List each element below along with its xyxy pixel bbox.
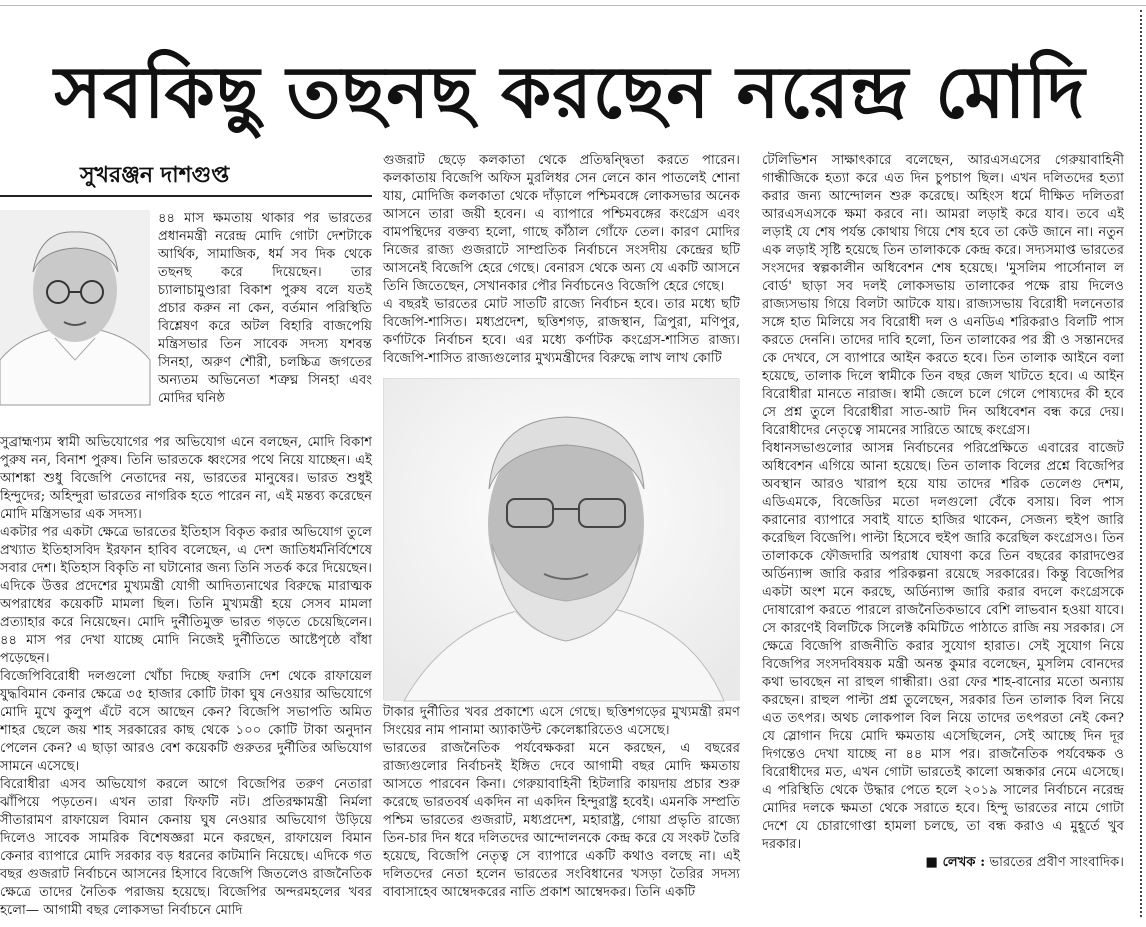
- paragraph: গুজরাট ছেড়ে কলকাতা থেকে প্রতিদ্বন্দ্বিতা করতে পারেন। কলকাতায় বিজেপি অফিস মুরলিধর সেন লেনে কান পাতলেই শোনা যায়, মোদিজি কলকাতা থেকে দাঁড়ালে পশ্চিমবঙ্গে লোকসভার অনেক আসনে তারা জয়ী হবেন। এ ব্যাপারে পশ্চিমবঙ্গের কংগ্রেস এবং বামপন্থিদের বক্তব্য হলো, গাছে কাঁঠাল গোঁফে তেল। কারণ মোদির নিজের রাজ্য গুজরাটে সাম্প্রতিক নির্বাচনে সংসদীয় কেন্দ্রের ছটি আসনেই বিজেপি হেরে গেছে। বেনারস থেকে অন্য যে একটি আসনে তিনি জিতেছেন, সেখানকার পৌর নির্বাচনেও বিজেপি হেরে গেছে।: [383, 153, 740, 294]
- paragraph: বিজেপিবিরোধী দলগুলো খোঁচা দিচ্ছে ফরাসি দেশ থেকে রাফায়েল যুদ্ধবিমান কেনার ক্ষেত্রে ৩৫ হাজার কোটি টাকা ঘুষ নেওয়ার অভিযোগে মোদি মুখে কুলুপ এঁটে বসে আছেন কেন? বিজেপি সভাপতি অমিত শাহর ছেলে জয় শাহ সরকারের কাছ থেকে ১০০ কোটি টাকা অনুদান পেলেন কেন? এ ছাড়া আরও বেশ কয়েকটি গুরুতর দুর্নীতির অভিযোগ সামনে এসেছে।: [0, 669, 372, 774]
- paragraph: একটার পর একটা ক্ষেত্রে ভারতের ইতিহাস বিকৃত করার অভিযোগ তুলে প্রখ্যাত ইতিহাসবিদ ইরফান হাবিব বলেছেন, এ দেশ জাতিধর্মনির্বিশেষে সবার দেশ। ইতিহাস বিকৃতি না ঘটানোর জন্য তিনি সতর্ক করে দিয়েছেন। এদিকে উত্তর প্রদেশের মুখ্যমন্ত্রী যোগী আদিত্যনাথের বিরুদ্ধে মারাত্মক অপরাধের কয়েকটি মামলা ছিল। তিনি মুখ্যমন্ত্রী হয়ে সেসব মামলা প্রত্যাহার করে নিয়েছেন। মোদি দুর্নীতিমুক্ত ভারত গড়তে চেয়েছিলেন। ৪৪ মাস পর দেখা যাচ্ছে মোদি নিজেই দুর্নীতিতে আষ্টেপৃষ্ঠে বাঁধা পড়েছেন।: [0, 525, 372, 666]
- paragraph: বিরোধীরা এসব অভিযোগ করলে আগে বিজেপির তরুণ নেতারা ঝাঁপিয়ে পড়তেন। এখন তারা ফিফটি নট। প্রতিরক্ষামন্ত্রী নির্মলা সীতারামণ রাফায়েল বিমান কেনায় ঘুষ নেওয়ার অভিযোগ উড়িয়ে দিলেও সাবেক সামরিক বিশেষজ্ঞরা মনে করছেন, রাফায়েল বিমান কেনার ব্যাপারে মোদি সরকার বড় ধরনের কাটমানি নিয়েছে। এদিকে গত বছর গুজরাট নির্বাচনে আসনের হিসাবে বিজেপি জিতলেও রাজনৈতিক ক্ষেত্রে তাদের নৈতিক পরাজয় হয়েছে। বিজেপির অন্দরমহলের খবর হলো— আগামী বছর লোকসভা নির্বাচনে মোদি: [0, 777, 372, 918]
- column-1-intro: [158, 210, 372, 434]
- top-rule: [0, 0, 1146, 6]
- paragraph: টাকার দুর্নীতির খবর প্রকাশ্যে এসে গেছে। ছত্তিশগড়ের মুখ্যমন্ত্রী রমণ সিংয়ের নাম পানামা অ্যাকাউন্ট কেলেঙ্কারিতেও এসেছে।: [383, 705, 740, 738]
- byline: সুখরঞ্জন দাশগুপ্ত: [80, 163, 230, 188]
- intro-paragraph: ৪৪ মাস ক্ষমতায় থাকার পর ভারতের প্রধানমন্ত্রী নরেন্দ্র মোদি গোটা দেশটাকে আর্থিক, সামাজিক, ধর্ম সব দিক থেকে তছনছ করে দিয়েছেন। তার চ্যালাচামুণ্ডারা বিকাশ পুরুষ বলে যতই প্রচার করুন না কেন, বর্তমান পরিস্থিতি বিশ্লেষণ করে অটল বিহারি বাজপেয়ি মন্ত্রিসভার তিন সাবেক সদস্য যশবন্ত সিনহা, অরুণ শৌরী, চলচ্চিত্র জগতের অন্যতম অভিনেতা শত্রুঘ্ন সিনহা এবং মোদির ঘনিষ্ঠ: [158, 211, 372, 406]
- byline-rule: [0, 195, 372, 197]
- paragraph: ভারতের রাজনৈতিক পর্যবেক্ষকরা মনে করছেন, এ বছরের রাজ্যগুলোর নির্বাচনই ইঙ্গিত দেবে আগামী বছর মোদি ক্ষমতায় আসতে পারবেন কিনা। গেরুয়াবাহিনী হিটলারি কায়দায় প্রচার শুরু করেছে ভারতবর্ষ একদিন না একদিন হিন্দুরাষ্ট্র হবেই। এমনকি সম্প্রতি পশ্চিম ভারতের গুজরাট, মধ্যপ্রদেশ, মহারাষ্ট্র, গোয়া প্রভৃতি রাজ্যে তিন-চার দিন ধরে দলিতদের আন্দোলনকে কেন্দ্র করে যে সংকট তৈরি হয়েছে, বিজেপি নেতৃত্ব সে ব্যাপারে একটি কথাও বলছে না। এই দলিতদের নেতা হলেন ভারতের সংবিধানের খসড়া তৈরির সদস্য বাবাসাহেব আম্বেদকরের নাতি প্রকাশ আম্বেদকর। তিনি একটি: [383, 741, 740, 900]
- main-photo-illustration: [384, 379, 740, 701]
- paragraph: টেলিভিশন সাক্ষাৎকারে বলেছেন, আরএসএসের গেরুয়াবাহিনী গান্ধীজিকে হত্যা করে এত দিন চুপচাপ ছিল। এখন দলিতদের হত্যা করার জন্য আন্দোলন শুরু করেছে। অহিংস ধর্মে দীক্ষিত দলিতরা আরএসএসকে ক্ষমা করবে না। আমরা লড়াই করে যাব। তবে এই লড়াই যে শেষ পর্যন্ত কোথায় গিয়ে শেষ হবে তা কেউ জানে না। নতুন এক লড়াই সৃষ্টি হয়েছে তিন তালাককে কেন্দ্র করে। সদ্যসমাপ্ত ভারতের সংসদের স্বল্পকালীন অধিবেশন শেষ হয়েছে। 'মুসলিম পার্সোনাল ল বোর্ড' ছাড়া সব দলই লোকসভায় তালাকের পক্ষে রায় দিলেও রাজ্যসভায় গিয়ে বিলটা আটকে যায়। রাজ্যসভায় বিরোধী দলনেতার সঙ্গে হাত মিলিয়ে সব বিরোধী দল ও এনডিএ শরিকরাও বিলটি পাস করতে দেননি। তাদের দাবি হলো, তিন তালাকের পর স্ত্রী ও সন্তানদের কে দেখবে, সে ব্যাপারে আইন করতে হবে। তিন তালাক আইনে বলা হয়েছে, তালাক দিলে স্বামীকে তিন বছর জেল খাটতে হবে। এ আইন বিরোধীরা মানতে নারাজ। স্বামী জেলে চলে গেলে পোষ্যদের কী হবে সে প্রশ্ন তুলে বিরোধীরা সাত-আট দিন অধিবেশন বন্ধ করে দেয়। বিরোধীদের নেতৃত্বে সামনের সারিতে আছে কংগ্রেস।: [762, 153, 1124, 438]
- author-note-label: ■ লেখক :: [925, 855, 986, 870]
- author-portrait-illustration: [0, 210, 150, 405]
- paragraph: বিধানসভাগুলোর আসন্ন নির্বাচনের পরিপ্রেক্ষিতে এবারের বাজেট অধিবেশন এগিয়ে আনা হয়েছে। তিন তালাক বিলের প্রশ্নে বিজেপির অবস্থান আরও খারাপ হয়ে যায় তাদের শরিক তেলেগু দেশম, এডিএমকে, বিজেডির মতো দলগুলো বেঁকে বসায়। বিল পাস করানোর ব্যাপারে সবাই যাতে হাজির থাকেন, সেজন্য হুইপ জারি করেছিল বিজেপি। পাল্টা হিসেবে হুইপ জারি করেছিল কংগ্রেসও। তিন তালাককে ফৌজদারি অপরাধ ঘোষণা করে তিন বছরের কারাদণ্ডের অর্ডিন্যান্স জারি করার পরিকল্পনা রয়েছে সরকারের। কিন্তু বিজেপির একটা অংশ মনে করছে, অর্ডিন্যান্স জারি করার বদলে কংগ্রেসকে দোষারোপ করতে পারলে রাজনৈতিকভাবে বেশি লাভবান হওয়া যাবে। সে কারণেই বিলটিকে সিলেক্ট কমিটিতে পাঠাতে রাজি নয় সরকার। সে ক্ষেত্রে বিজেপি রাজনীতি করার সুযোগ হারাত। সেই সুযোগ নিয়ে বিজেপির সংসদবিষয়ক মন্ত্রী অনন্ত কুমার বলেছেন, মুসলিম বোনদের কথা ভাবছেন না রাহুল গান্ধীরা। ওরা ফের শাহ-বানোর মতো অন্যায় করছেন। রাহুল পাল্টা প্রশ্ন তুলেছেন, সরকার তিন তালাক বিল নিয়ে এত তৎপর। অথচ লোকপাল বিল নিয়ে তাদের তৎপরতা নেই কেন? যে স্লোগান দিয়ে মোদি ক্ষমতায় এসেছিলেন, সেই আচ্ছে দিন দূর দিগন্তেও দেখা যাচ্ছে না ৪৪ মাস পর। রাজনৈতিক পর্যবেক্ষক ও বিরোধীদের মত, এখন গোটা ভারতেই কালো অন্ধকার নেমে এসেছে। এ পরিস্থিতি থেকে উদ্ধার পেতে হলে ২০১৯ সালের নির্বাচনে নরেন্দ্র মোদির দলকে ক্ষমতা থেকে সরাতে হবে। হিন্দু ভারতের নামে গোটা দেশে যে চোরাগোপ্তা হামলা চলছে, তা বন্ধ করাও এ মুহূর্তে খুব দরকার।: [762, 441, 1124, 852]
- column-2-bottom: [383, 704, 740, 914]
- author-note-text: ভারতের প্রবীণ সাংবাদিক।: [989, 855, 1124, 870]
- page-edge-dots: [1140, 10, 1142, 917]
- main-photo: [383, 378, 739, 700]
- author-portrait: [0, 210, 150, 405]
- column-1: [0, 434, 372, 918]
- author-note: [762, 854, 1124, 872]
- paragraph: সুব্রাহ্মণ্যম স্বামী অভিযোগের পর অভিযোগ এনে বলছেন, মোদি বিকাশ পুরুষ নন, বিনাশ পুরুষ। তিনি ভারতকে ধ্বংসের পথে নিয়ে যাচ্ছেন। এই আশঙ্কা শুধু বিজেপি নেতাদের নয়, ভারতের মানুষের। ভারত শুধুই হিন্দুদের; অহিন্দুরা ভারতের নাগরিক হতে পারেন না, এই মন্তব্য করেছেন মোদি মন্ত্রিসভার এক সদস্য।: [0, 435, 372, 522]
- paragraph: এ বছরই ভারতের মোট সাতটি রাজ্যে নির্বাচন হবে। তার মধ্যে ছটি বিজেপি-শাসিত। মধ্যপ্রদেশ, ছত্তিশগড়, রাজস্থান, ত্রিপুরা, মণিপুর, কর্ণাটকে নির্বাচন হবে। এর মধ্যে কর্ণাটক কংগ্রেস-শাসিত রাজ্য। বিজেপি-শাসিত রাজ্যগুলোর মুখ্যমন্ত্রীদের বিরুদ্ধে লাখ লাখ কোটি: [383, 297, 740, 366]
- headline: সবকিছু তছনছ করছেন নরেন্দ্র মোদি: [54, 50, 1086, 134]
- column-3: [762, 152, 1124, 914]
- column-2-top: [383, 152, 740, 374]
